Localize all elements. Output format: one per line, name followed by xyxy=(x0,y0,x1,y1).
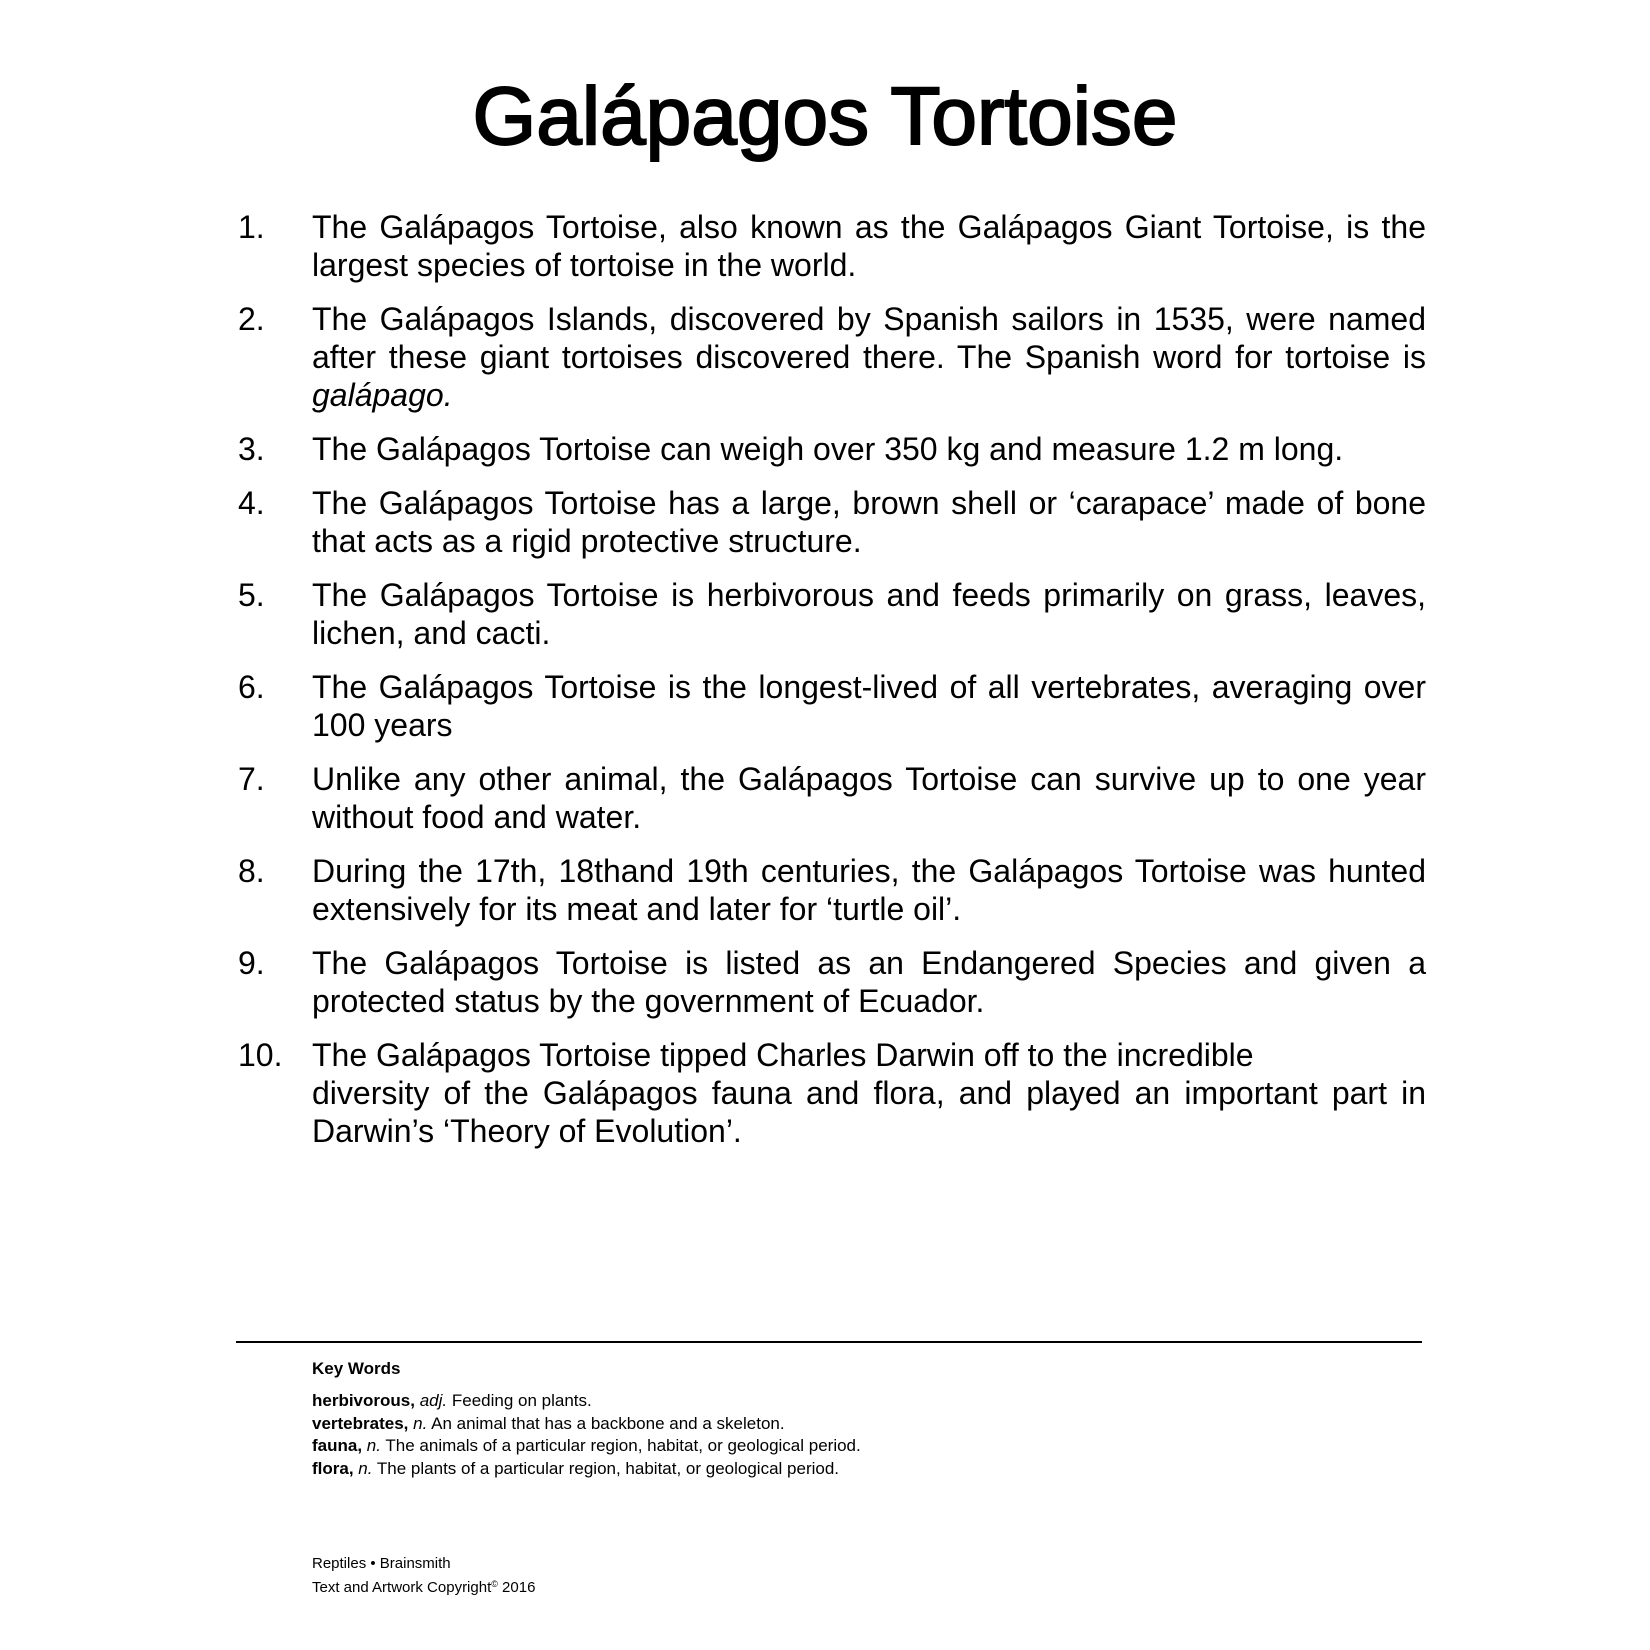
item-text: The Galápagos Tortoise can weigh over 350 kg and measure 1.2 m long. xyxy=(312,431,1344,467)
list-item xyxy=(238,430,1426,468)
list-item xyxy=(238,668,1426,744)
footer xyxy=(312,1554,535,1598)
list-item xyxy=(238,852,1426,928)
list-item xyxy=(238,208,1426,284)
item-text-line1: The Galápagos Tortoise tipped Charles Darwin off to the incredible xyxy=(312,1037,1254,1073)
key-word-entry xyxy=(312,1458,1212,1481)
item-number: 7. xyxy=(238,761,265,797)
item-text: During the 17th, 18thand 19th centuries, the Galápagos Tortoise was hunted extensively for its meat and later for ‘turtle oil’. xyxy=(312,853,1426,927)
list-item xyxy=(238,300,1426,414)
item-text: Unlike any other animal, the Galápagos Tortoise can survive up to one year without food and water. xyxy=(312,761,1426,835)
list-item xyxy=(238,1036,1426,1150)
key-words-heading: Key Words xyxy=(312,1359,401,1378)
list-item xyxy=(238,484,1426,560)
item-number: 3. xyxy=(238,431,265,467)
divider xyxy=(236,1341,1422,1343)
item-number: 10. xyxy=(238,1037,283,1073)
item-number: 8. xyxy=(238,853,265,889)
key-word-term: herbivorous, xyxy=(312,1391,415,1410)
key-word-term: fauna, xyxy=(312,1436,363,1455)
part-of-speech: n. xyxy=(366,1436,381,1455)
copyright-year: 2016 xyxy=(497,1579,536,1596)
list-item xyxy=(238,944,1426,1020)
item-text: The Galápagos Tortoise, also known as the Galápagos Giant Tortoise, is the largest species of tortoise in the world. xyxy=(312,209,1426,283)
key-word-term: flora, xyxy=(312,1458,354,1478)
key-word-definition: Feeding on plants. xyxy=(451,1391,592,1410)
key-words-section xyxy=(312,1358,1212,1480)
key-word-entry xyxy=(312,1390,1212,1413)
item-number: 5. xyxy=(238,577,265,613)
key-word-entry xyxy=(312,1435,1212,1458)
item-text: The Galápagos Tortoise is the longest-lived of all vertebrates, averaging over 100 years xyxy=(312,669,1426,743)
list-item xyxy=(238,760,1426,836)
copyright-text: Text and Artwork Copyright xyxy=(312,1579,492,1596)
item-text: The Galápagos Tortoise has a large, brown shell or ‘carapace’ made of bone that acts as a rigid protective structure. xyxy=(312,485,1426,559)
key-word-definition: An animal that has a backbone and a skeleton. xyxy=(431,1413,785,1433)
part-of-speech: adj. xyxy=(419,1391,448,1410)
part-of-speech: n. xyxy=(413,1413,428,1433)
key-word-entry xyxy=(312,1413,1212,1436)
item-number: 6. xyxy=(238,669,265,705)
facts-list xyxy=(238,208,1426,1166)
key-word-definition: The plants of a particular region, habitat, or geological period. xyxy=(376,1458,840,1478)
italic-term: galápago. xyxy=(312,377,453,413)
item-number: 9. xyxy=(238,945,265,981)
page-title: Galápagos Tortoise xyxy=(472,71,1178,162)
key-word-term: vertebrates, xyxy=(312,1413,409,1433)
item-number: 1. xyxy=(238,209,265,245)
item-text: The Galápagos Islands, discovered by Spanish sailors in 1535, were named after these giant tortoises discovered there. The Spanish word for tortoise is xyxy=(312,301,1426,375)
item-text: diversity of the Galápagos fauna and flora, and played an important part in Darwin’s ‘Theory of Evolution’. xyxy=(312,1075,1426,1149)
item-number: 4. xyxy=(238,485,265,521)
item-text: The Galápagos Tortoise is herbivorous and feeds primarily on grass, leaves, lichen, and cacti. xyxy=(312,577,1426,651)
list-item xyxy=(238,576,1426,652)
key-word-definition: The animals of a particular region, habitat, or geological period. xyxy=(385,1436,861,1455)
footer-copyright xyxy=(312,1574,535,1598)
item-number: 2. xyxy=(238,301,265,337)
part-of-speech: n. xyxy=(358,1458,373,1478)
footer-series: Reptiles • Brainsmith xyxy=(312,1555,451,1572)
item-text: The Galápagos Tortoise is listed as an Endangered Species and given a protected status by the government of Ecuador. xyxy=(312,945,1426,1019)
copyright-symbol: © xyxy=(491,1579,498,1589)
